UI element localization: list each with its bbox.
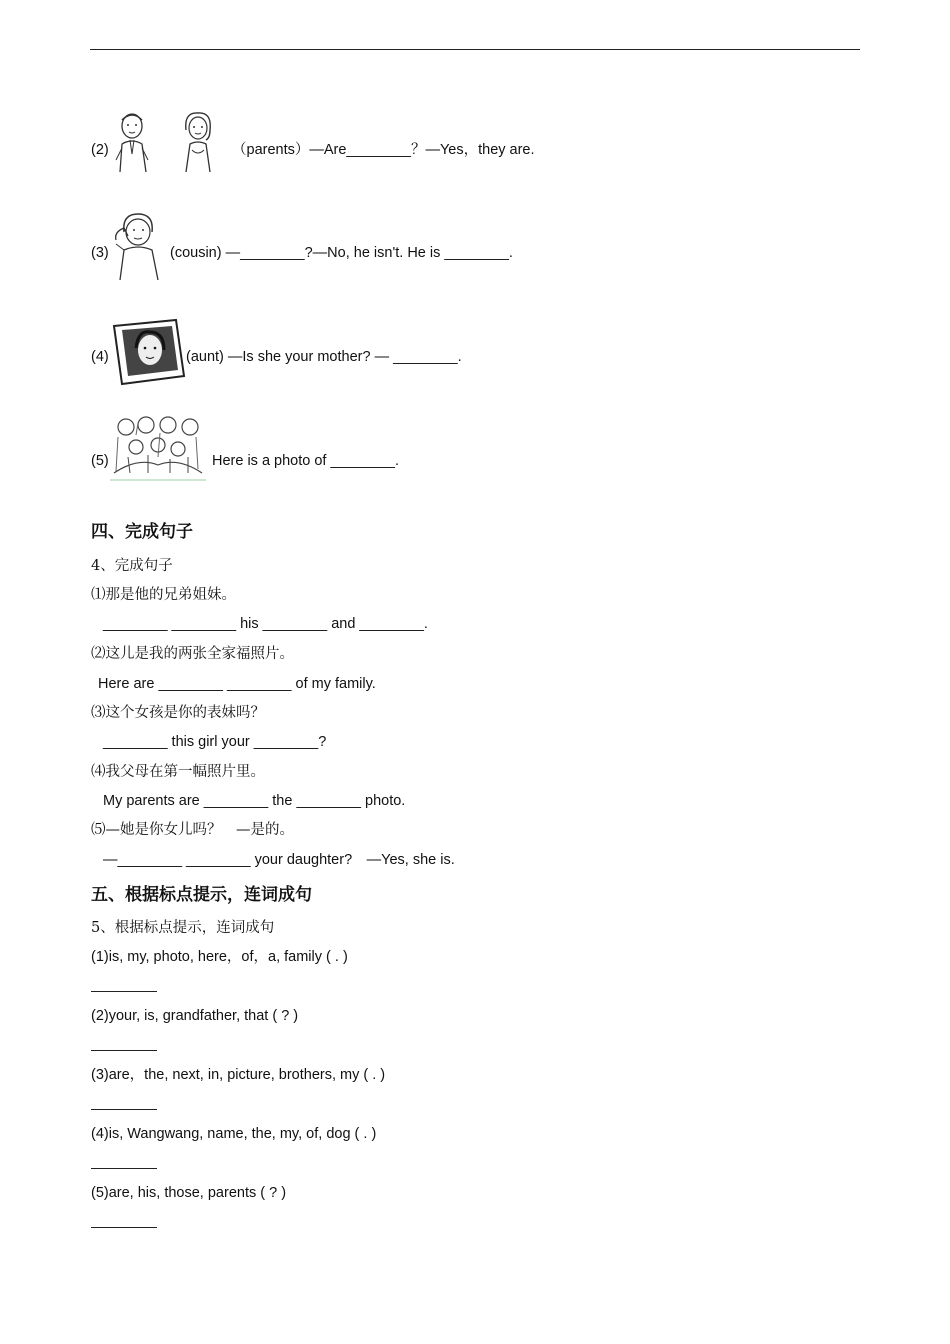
q3-item-4-text: (aunt) —Is she your mother? — ________. bbox=[186, 349, 462, 365]
header-rule bbox=[90, 49, 860, 50]
q3-item-2-number: (2) bbox=[91, 142, 109, 158]
section5-item-4-answer-line[interactable] bbox=[91, 1168, 157, 1169]
aunt-photo-picture bbox=[110, 318, 186, 386]
section4-item-2-english: Here are ________ ________ of my family. bbox=[98, 676, 376, 692]
section4-item-4-english: My parents are ________ the ________ photo. bbox=[103, 793, 406, 809]
section4-item-4-chinese: ⑷我父母在第一幅照片里。 bbox=[91, 764, 265, 780]
section5-item-2-answer-line[interactable] bbox=[91, 1050, 157, 1051]
section5-heading: 五、根据标点提示，连词成句 bbox=[91, 885, 312, 905]
section4-item-1-chinese: ⑴那是他的兄弟姐妹。 bbox=[91, 587, 236, 603]
q3-item-2-text: （parents）—Are________？—Yes，they are. bbox=[232, 142, 535, 158]
section4-item-3-english: ________ this girl your ________? bbox=[103, 734, 327, 750]
section4-intro: 4、完成句子 bbox=[91, 558, 173, 574]
section5-item-2-prompt: (2)your, is, grandfather, that ( ? ) bbox=[91, 1008, 299, 1024]
section5-item-1-answer-line[interactable] bbox=[91, 991, 157, 992]
section5-item-5-answer-line[interactable] bbox=[91, 1227, 157, 1228]
section5-intro: 5、根据标点提示，连词成句 bbox=[91, 920, 275, 936]
section4-item-5-english: —________ ________ your daughter? —Yes, she is. bbox=[103, 852, 455, 868]
section5-item-1-prompt: (1)is, my, photo, here，of，a, family ( . ) bbox=[91, 949, 348, 965]
section4-item-1-english: ________ ________ his ________ and ________. bbox=[103, 616, 428, 632]
section5-item-3-answer-line[interactable] bbox=[91, 1109, 157, 1110]
q3-item-3-text: (cousin) —________?—No, he isn't. He is ________. bbox=[170, 245, 513, 261]
q3-item-5-number: (5) bbox=[91, 453, 109, 469]
section5-item-3-prompt: (3)are，the, next, in, picture, brothers, my ( . ) bbox=[91, 1067, 386, 1083]
father-picture bbox=[112, 110, 154, 174]
q3-item-3-number: (3) bbox=[91, 245, 109, 261]
section5-item-4-prompt: (4)is, Wangwang, name, the, my, of, dog ( . ) bbox=[91, 1126, 377, 1142]
section4-heading: 四、完成句子 bbox=[91, 522, 193, 542]
q3-item-5-text: Here is a photo of ________. bbox=[212, 453, 400, 469]
section4-item-5-chinese: ⑸—她是你女儿吗？ —是的。 bbox=[91, 822, 294, 838]
section4-item-2-chinese: ⑵这儿是我的两张全家福照片。 bbox=[91, 646, 294, 662]
q3-item-4-number: (4) bbox=[91, 349, 109, 365]
section5-item-5-prompt: (5)are, his, those, parents ( ? ) bbox=[91, 1185, 287, 1201]
section4-item-3-chinese: ⑶这个女孩是你的表妹吗？ bbox=[91, 705, 265, 721]
cousin-picture bbox=[112, 210, 164, 282]
family-photo-picture bbox=[108, 413, 208, 483]
mother-picture bbox=[178, 110, 218, 174]
